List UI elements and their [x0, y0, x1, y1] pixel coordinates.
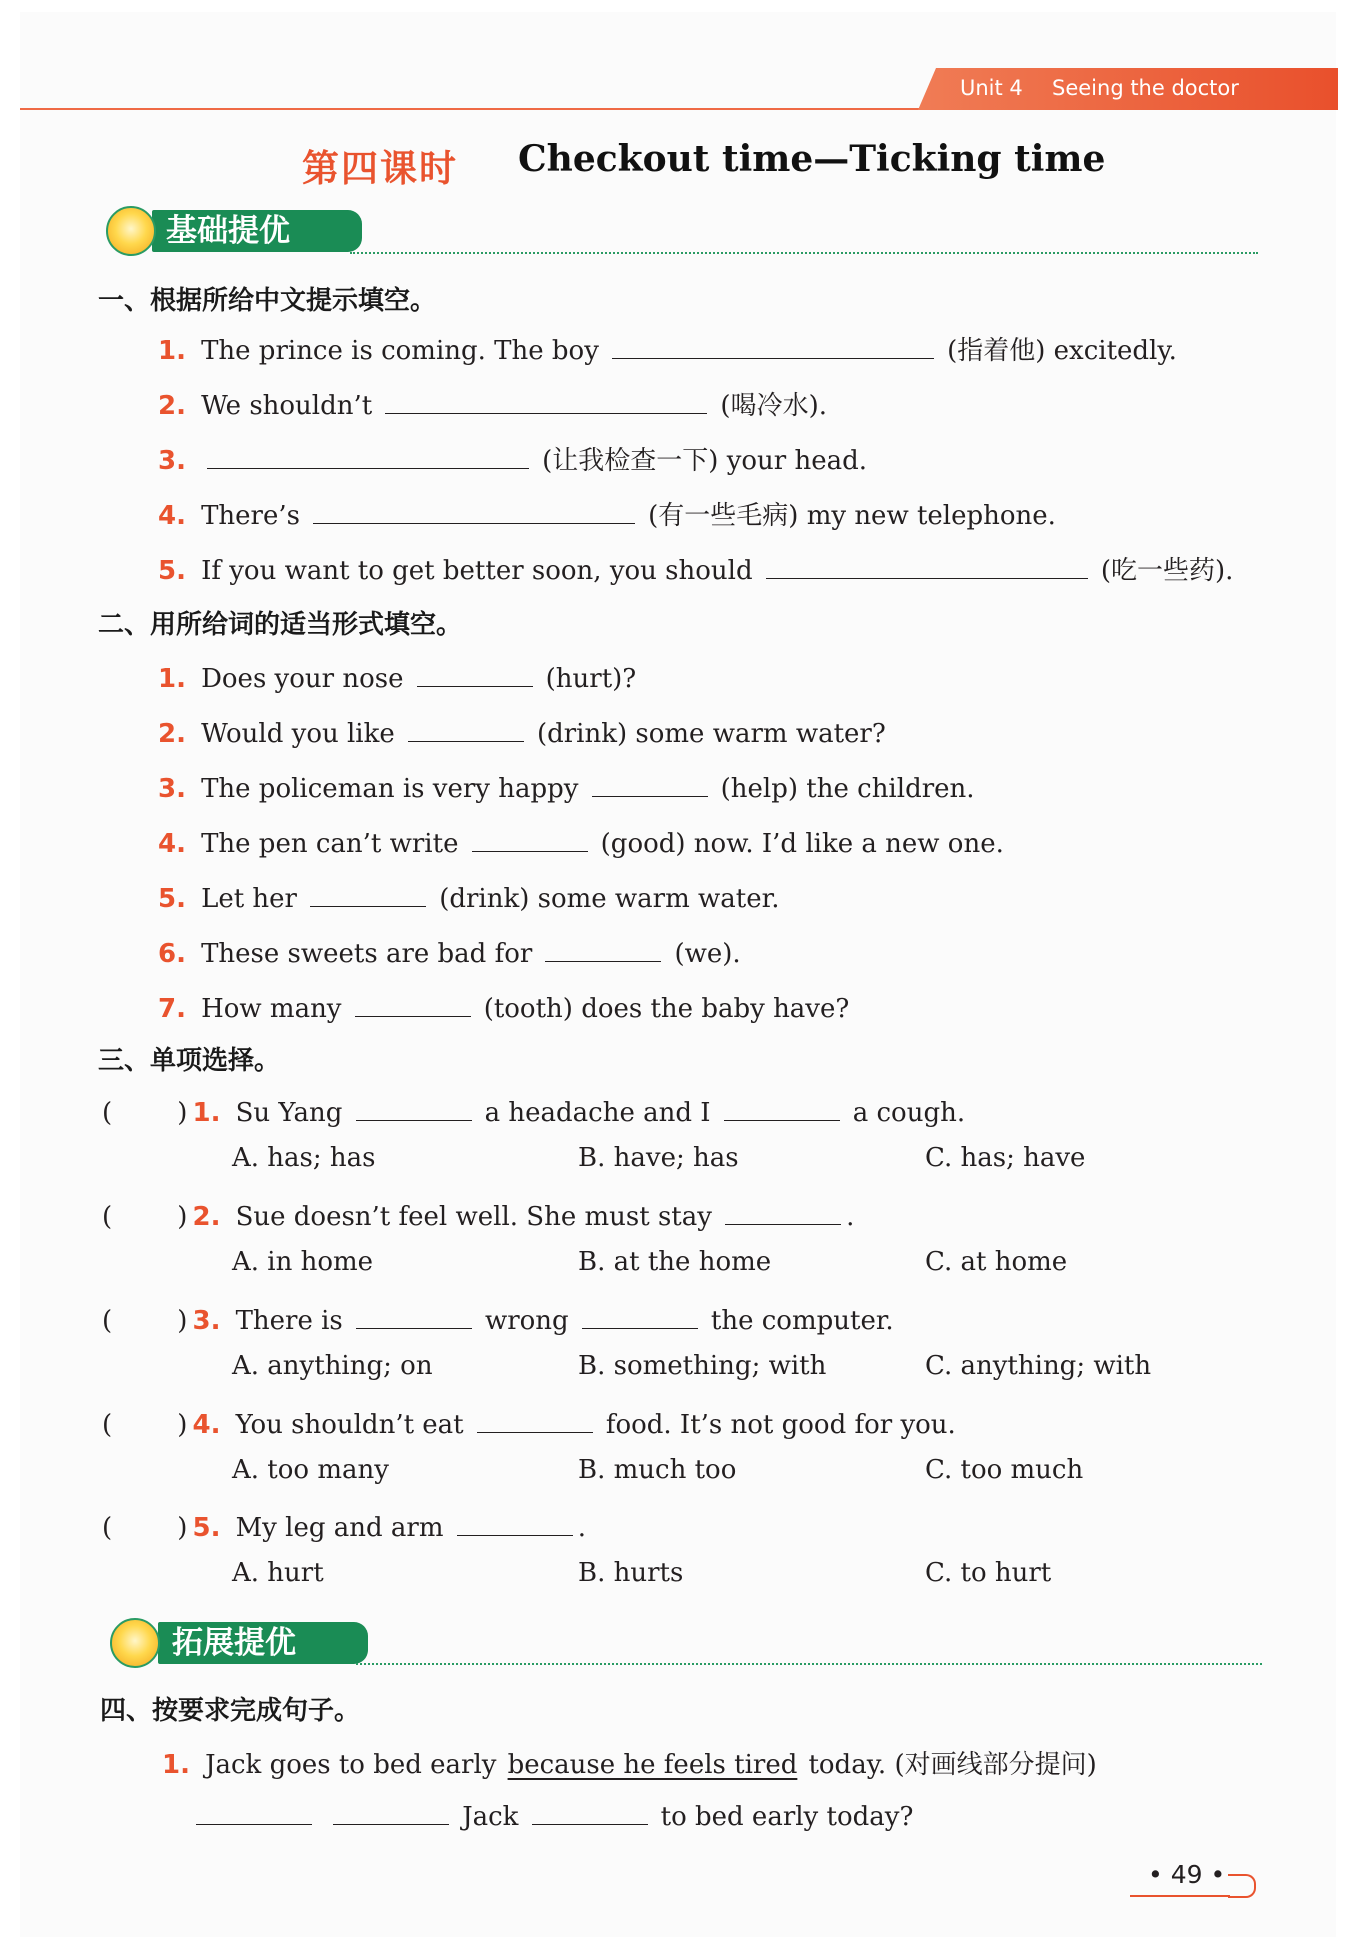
s1-item-3-number: 3. — [158, 446, 186, 476]
s3-item-5-text-b: . — [577, 1513, 586, 1543]
s3-item-2-option-c[interactable]: C. at home — [925, 1247, 1068, 1277]
s2-item-3-blank[interactable] — [592, 768, 708, 797]
s2-item-7-hint: (tooth) does the baby have? — [483, 994, 850, 1024]
s4-item-1-line2-end: to bed early today? — [660, 1802, 914, 1832]
s2-item-2-number: 2. — [158, 719, 186, 749]
s2-item-7-blank[interactable] — [355, 988, 471, 1017]
s1-item-4-number: 4. — [158, 501, 186, 531]
s2-item-3 — [158, 768, 975, 804]
s3-item-3-blank-1[interactable] — [356, 1300, 472, 1329]
s1-item-4-text: There’s — [201, 501, 300, 531]
trophy-badge-icon — [110, 1618, 160, 1668]
s3-item-3-text-c: the computer. — [710, 1306, 894, 1336]
s1-item-1-hint: (指着他) excitedly. — [947, 336, 1177, 366]
s2-item-1-blank[interactable] — [417, 658, 533, 687]
lesson-title-en: Checkout time—Ticking time — [518, 138, 1106, 180]
s2-item-5-blank[interactable] — [310, 878, 426, 907]
s1-item-2-number: 2. — [158, 391, 186, 421]
s2-item-4-hint: (good) now. I’d like a new one. — [600, 829, 1004, 859]
s3-item-1-blank-2[interactable] — [724, 1092, 840, 1121]
s2-item-1-text: Does your nose — [201, 664, 404, 694]
s3-item-3-number: 3. — [192, 1306, 221, 1336]
s1-item-5-number: 5. — [158, 556, 186, 586]
s3-item-4-number: 4. — [192, 1410, 221, 1440]
section3-heading: 三、单项选择。 — [98, 1046, 281, 1076]
s2-item-1-hint: (hurt)? — [545, 664, 637, 694]
s1-item-4-hint: (有一些毛病) my new telephone. — [648, 501, 1056, 531]
banner-extend-divider — [356, 1663, 1262, 1665]
s3-item-4-text-b: food. It’s not good for you. — [605, 1410, 956, 1440]
s3-item-3-blank-2[interactable] — [582, 1300, 698, 1329]
s3-item-1 — [102, 1092, 965, 1128]
s2-item-1-number: 1. — [158, 664, 186, 694]
s2-item-2-hint: (drink) some warm water? — [536, 719, 886, 749]
s1-item-3 — [158, 440, 867, 477]
s3-item-5-option-b[interactable]: B. hurts — [578, 1558, 684, 1588]
s3-item-2-blank-1[interactable] — [725, 1196, 841, 1225]
s2-item-3-hint: (help) the children. — [720, 774, 975, 804]
s4-item-1-number: 1. — [162, 1750, 190, 1780]
s2-item-5-number: 5. — [158, 884, 186, 914]
banner-extend-label: 拓展提优 — [158, 1622, 368, 1664]
banner-basic-label: 基础提优 — [152, 210, 362, 252]
s4-item-1-blank-2[interactable] — [333, 1796, 449, 1825]
answer-paren-open: ( — [102, 1410, 113, 1440]
s1-item-1-text: The prince is coming. The boy — [201, 336, 599, 366]
s2-item-5-text: Let her — [201, 884, 297, 914]
s1-item-1-number: 1. — [158, 336, 186, 366]
s1-item-2-text: We shouldn’t — [201, 391, 373, 421]
s2-item-6-hint: (we). — [674, 939, 741, 969]
s4-item-1 — [162, 1744, 1097, 1781]
answer-paren-close: ) — [177, 1098, 188, 1128]
s2-item-7 — [158, 988, 849, 1024]
s3-item-5 — [102, 1507, 586, 1543]
s3-item-1-option-c[interactable]: C. has; have — [925, 1143, 1086, 1173]
s3-item-2 — [102, 1196, 854, 1232]
s3-item-2-text-b: . — [846, 1202, 855, 1232]
s3-item-4-blank-1[interactable] — [477, 1404, 593, 1433]
s2-item-2-text: Would you like — [201, 719, 395, 749]
s2-item-6-number: 6. — [158, 939, 186, 969]
s4-item-1-underlined: because he feels tired — [507, 1750, 798, 1780]
s3-item-1-number: 1. — [192, 1098, 221, 1128]
s1-item-4-blank[interactable] — [313, 495, 635, 524]
section4-heading: 四、按要求完成句子。 — [100, 1696, 361, 1726]
lesson-title-cn: 第四课时 — [302, 146, 458, 190]
s2-item-1 — [158, 658, 636, 694]
s3-item-3 — [102, 1300, 894, 1336]
s3-item-4-text-a: You shouldn’t eat — [235, 1410, 464, 1440]
s1-item-5 — [158, 550, 1233, 587]
s3-item-2-option-b[interactable]: B. at the home — [578, 1247, 772, 1277]
header-unit: Unit 4 — [960, 76, 1023, 100]
s2-item-6-text: These sweets are bad for — [201, 939, 533, 969]
s2-item-5 — [158, 878, 779, 914]
answer-paren-close: ) — [177, 1202, 188, 1232]
s3-item-4-option-a[interactable]: A. too many — [232, 1455, 389, 1485]
s4-item-1-line2-text: Jack — [462, 1802, 519, 1832]
answer-paren-close: ) — [177, 1410, 188, 1440]
s3-item-1-text-b: a headache and I — [484, 1098, 711, 1128]
s3-item-2-text-a: Sue doesn’t feel well. She must stay — [235, 1202, 712, 1232]
s3-item-4-option-b[interactable]: B. much too — [578, 1455, 737, 1485]
s1-item-2-hint: (喝冷水). — [720, 391, 827, 421]
s3-item-1-option-b[interactable]: B. have; has — [578, 1143, 739, 1173]
s2-item-7-number: 7. — [158, 994, 186, 1024]
s3-item-2-option-a[interactable]: A. in home — [232, 1247, 374, 1277]
s4-item-1-blank-1[interactable] — [196, 1796, 312, 1825]
s2-item-6-blank[interactable] — [545, 933, 661, 962]
page-number: • 49 • — [1148, 1860, 1226, 1889]
answer-paren-open: ( — [102, 1098, 113, 1128]
s4-item-1-instruction: today. (对画线部分提问) — [808, 1750, 1097, 1780]
s1-item-5-text: If you want to get better soon, you should — [201, 556, 753, 586]
s2-item-4 — [158, 823, 1004, 859]
banner-basic-divider — [350, 252, 1258, 254]
s2-item-4-number: 4. — [158, 829, 186, 859]
s1-item-3-blank[interactable] — [207, 440, 529, 469]
s3-item-3-option-a[interactable]: A. anything; on — [232, 1351, 433, 1381]
answer-paren-close: ) — [177, 1513, 188, 1543]
s2-item-7-text: How many — [201, 994, 342, 1024]
s1-item-1 — [158, 330, 1177, 367]
s3-item-5-option-c[interactable]: C. to hurt — [925, 1558, 1052, 1588]
s1-item-1-blank[interactable] — [612, 330, 934, 359]
s1-item-2-blank[interactable] — [385, 385, 707, 414]
s2-item-4-blank[interactable] — [472, 823, 588, 852]
s2-item-2 — [158, 713, 886, 749]
s2-item-5-hint: (drink) some warm water. — [439, 884, 780, 914]
section1-heading: 一、根据所给中文提示填空。 — [98, 286, 437, 316]
answer-paren-open: ( — [102, 1513, 113, 1543]
s3-item-4-option-c[interactable]: C. too much — [925, 1455, 1084, 1485]
s3-item-3-option-b[interactable]: B. something; with — [578, 1351, 827, 1381]
s4-item-1-text: Jack goes to bed early — [205, 1750, 497, 1780]
s3-item-3-text-b: wrong — [484, 1306, 569, 1336]
answer-paren-open: ( — [102, 1306, 113, 1336]
s1-item-5-hint: (吃一些药). — [1100, 556, 1234, 586]
s1-item-3-hint: (让我检查一下) your head. — [542, 446, 868, 476]
s3-item-1-text-c: a cough. — [852, 1098, 966, 1128]
section2-heading: 二、用所给词的适当形式填空。 — [98, 610, 463, 640]
s3-item-5-blank-1[interactable] — [457, 1507, 573, 1536]
s2-item-6 — [158, 933, 741, 969]
cube-badge-icon — [106, 206, 156, 256]
s2-item-3-number: 3. — [158, 774, 186, 804]
s3-item-5-option-a[interactable]: A. hurt — [232, 1558, 324, 1588]
s2-item-2-blank[interactable] — [408, 713, 524, 742]
answer-paren-open: ( — [102, 1202, 113, 1232]
s3-item-2-number: 2. — [192, 1202, 221, 1232]
header-title: Seeing the doctor — [1052, 76, 1239, 100]
s3-item-1-text-a: Su Yang — [235, 1098, 343, 1128]
s2-item-3-text: The policeman is very happy — [201, 774, 579, 804]
s3-item-3-text-a: There is — [235, 1306, 343, 1336]
answer-paren-close: ) — [177, 1306, 188, 1336]
page-corner-hook-icon — [1228, 1874, 1256, 1898]
s1-item-4 — [158, 495, 1056, 532]
page-number-rule — [1130, 1895, 1230, 1897]
s4-item-1-blank-3[interactable] — [532, 1796, 648, 1825]
s1-item-2 — [158, 385, 827, 422]
s2-item-4-text: The pen can’t write — [201, 829, 459, 859]
s3-item-5-text-a: My leg and arm — [235, 1513, 444, 1543]
s3-item-5-number: 5. — [192, 1513, 221, 1543]
s4-item-1-answer-line — [196, 1796, 913, 1832]
s3-item-1-blank-1[interactable] — [356, 1092, 472, 1121]
s3-item-1-option-a[interactable]: A. has; has — [232, 1143, 376, 1173]
s3-item-4 — [102, 1404, 956, 1440]
s3-item-3-option-c[interactable]: C. anything; with — [925, 1351, 1152, 1381]
s1-item-5-blank[interactable] — [766, 550, 1088, 579]
